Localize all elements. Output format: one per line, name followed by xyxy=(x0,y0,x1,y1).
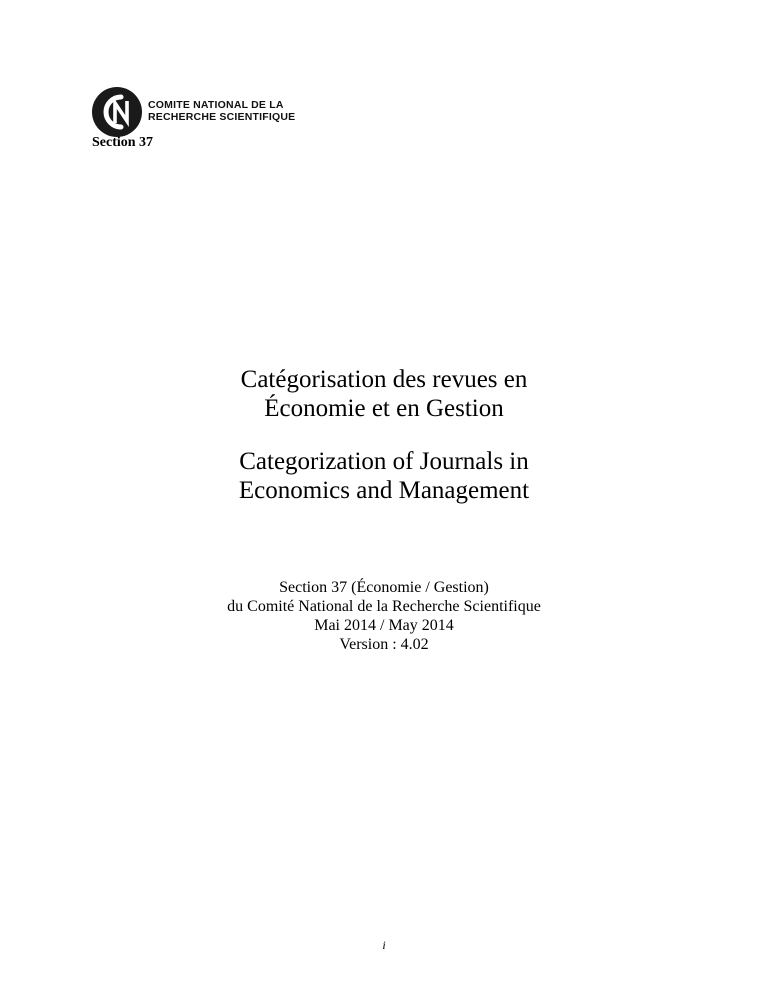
logo-wordmark xyxy=(148,99,295,123)
logo-line-2: RECHERCHE SCIENTIFIQUE xyxy=(148,111,296,123)
info-date: Mai 2014 / May 2014 xyxy=(314,617,454,634)
publication-info xyxy=(0,578,768,654)
section-label: Section 37 xyxy=(92,135,154,150)
logo-line-1: COMITE NATIONAL DE LA xyxy=(148,99,284,111)
cnrs-committee-logo xyxy=(91,86,321,138)
info-section: Section 37 (Économie / Gestion) xyxy=(279,579,489,596)
french-title xyxy=(0,365,768,423)
info-version: Version : 4.02 xyxy=(339,636,429,653)
cn-logo-icon xyxy=(91,86,143,138)
french-title-line-2: Économie et en Gestion xyxy=(264,395,504,422)
english-title-line-1: Categorization of Journals in xyxy=(239,448,529,475)
page-number: i xyxy=(382,938,386,952)
english-title xyxy=(0,447,768,505)
english-title-line-2: Economics and Management xyxy=(238,477,530,504)
french-title-line-1: Catégorisation des revues en xyxy=(240,366,528,393)
info-committee: du Comité National de la Recherche Scientifique xyxy=(227,598,541,615)
